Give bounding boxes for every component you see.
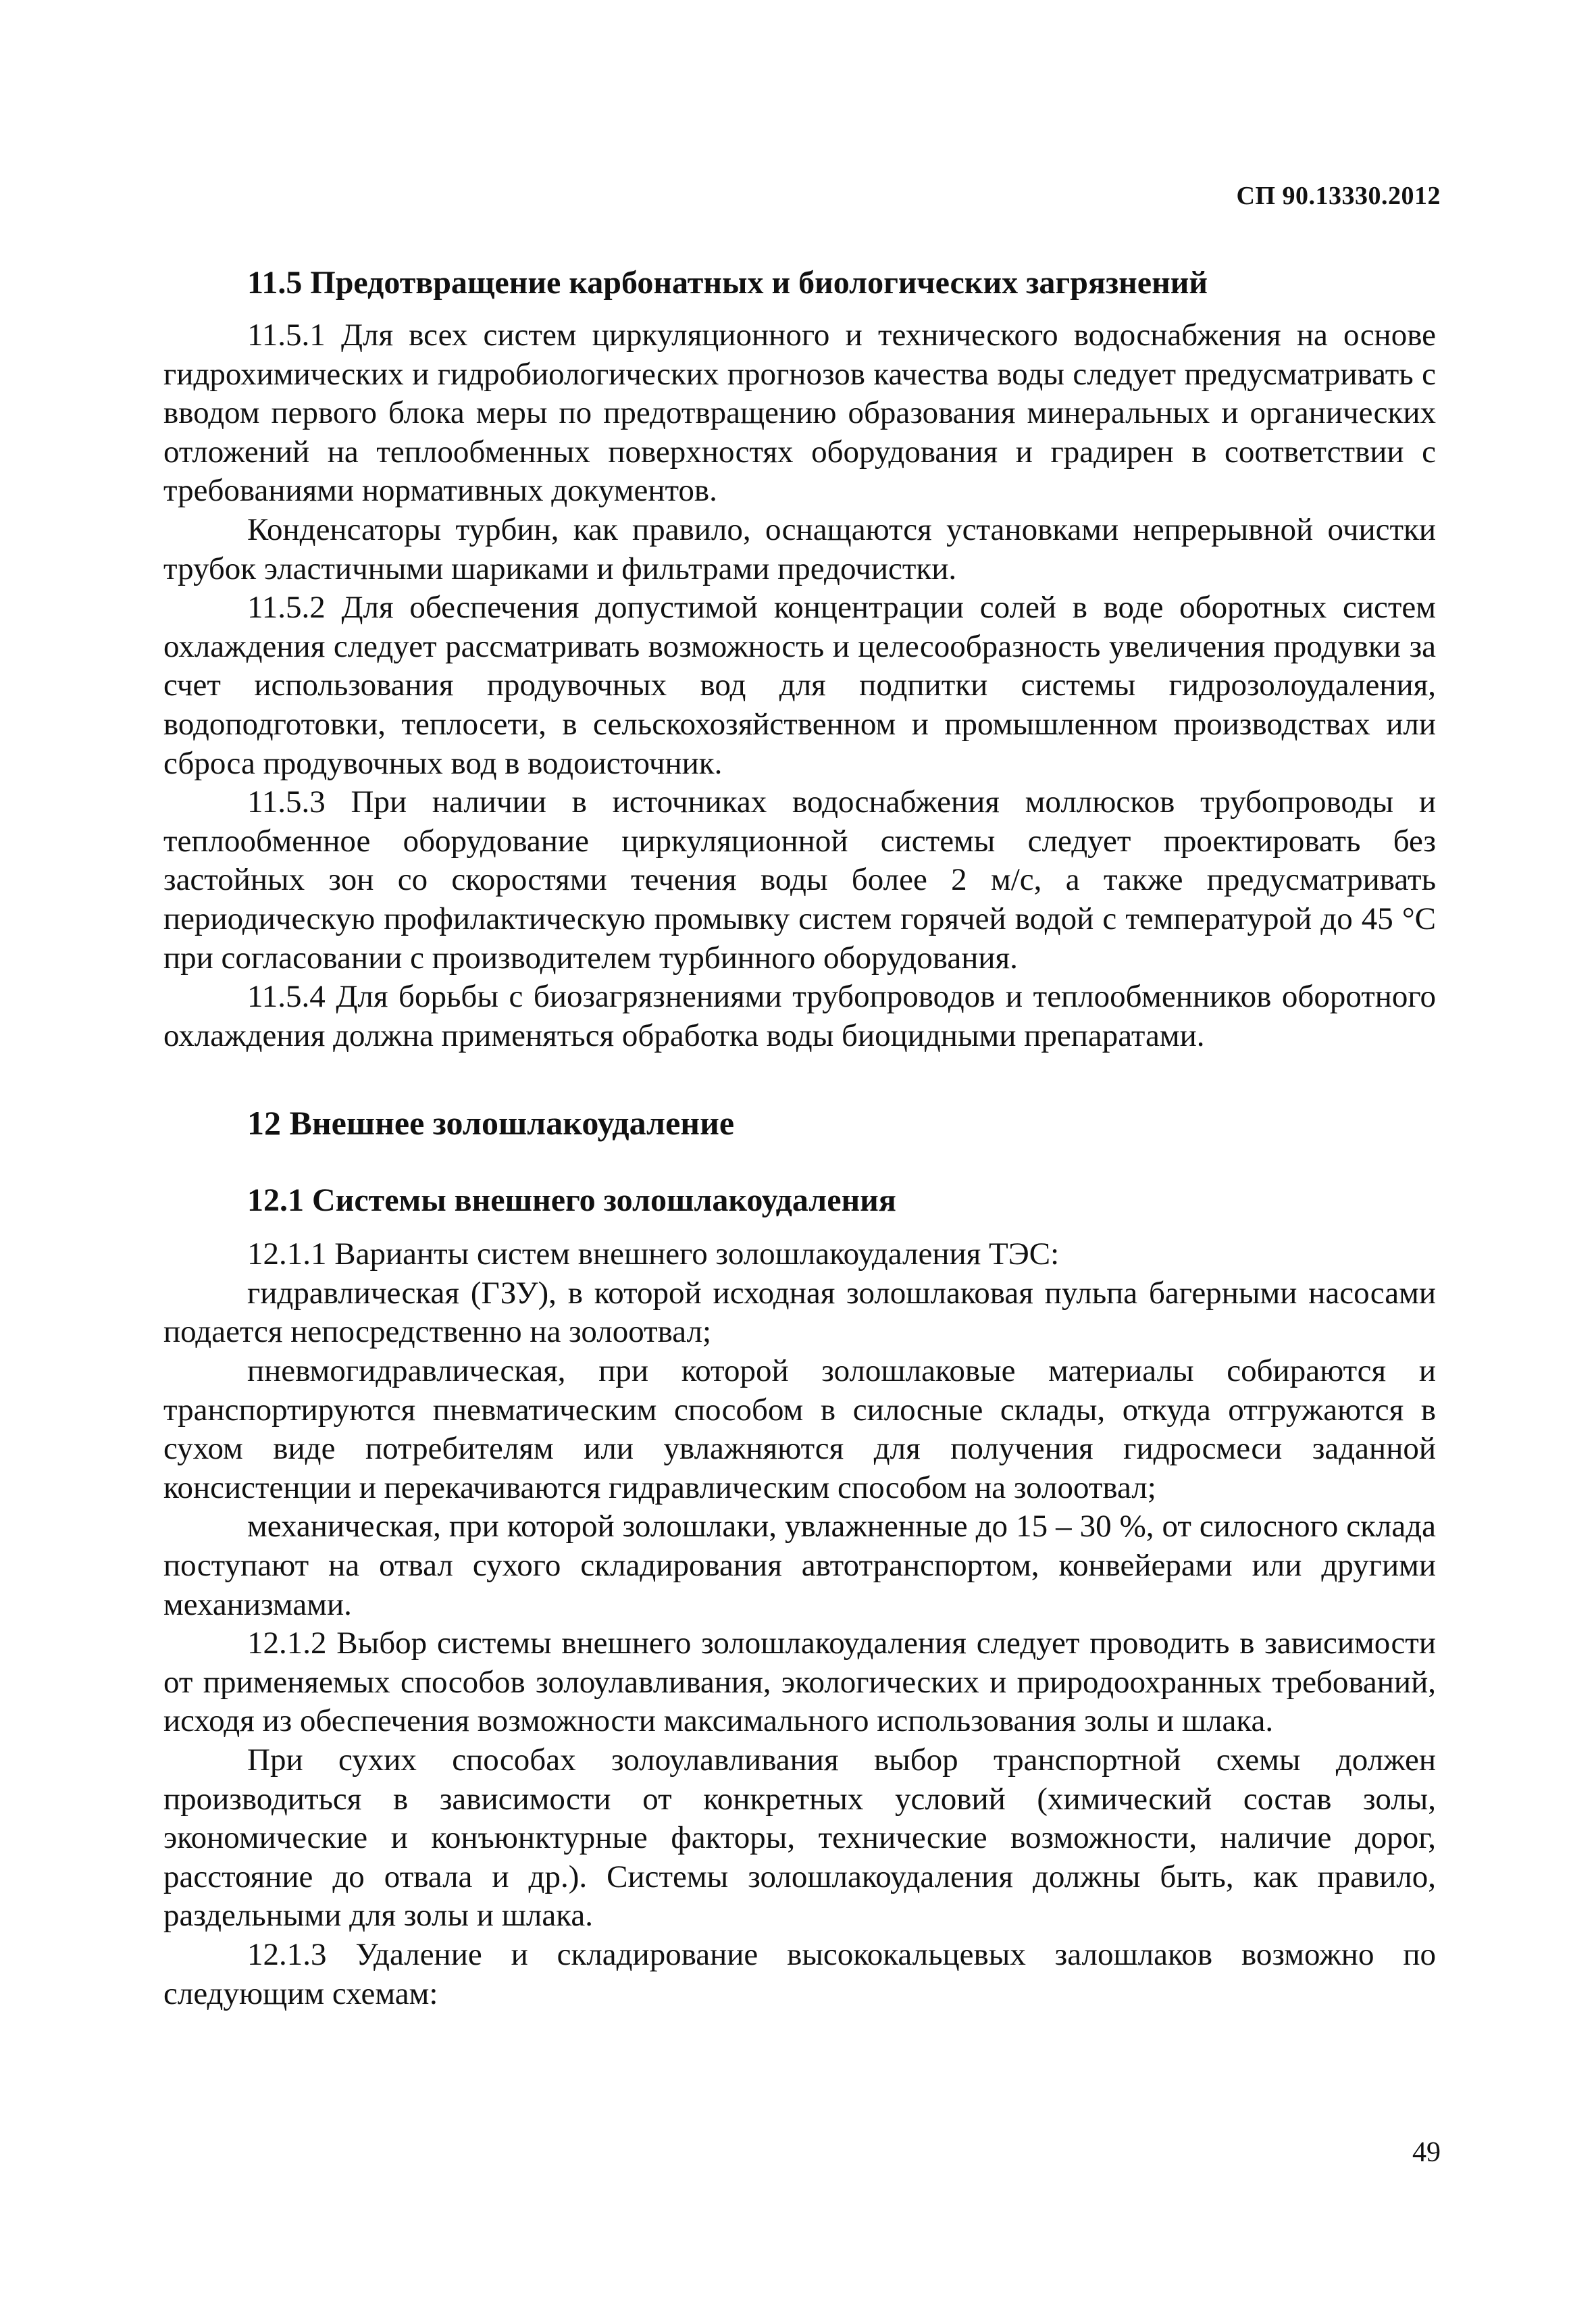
paragraph-11-5-4: 11.5.4 Для борьбы с биозагрязнениями трубопроводов и теплообменников оборотного охлаждения должна применяться обработка воды биоцидными препаратами. — [163, 979, 1436, 1053]
paragraph-12-1-1: 12.1.1 Варианты систем внешнего золошлакоудаления ТЭС: — [247, 1236, 1060, 1272]
paragraph-11-5-2: 11.5.2 Для обеспечения допустимой концентрации солей в воде оборотных систем охлаждения следует рассматривать возможность и целесообразность увеличения продувки за счет использования продувочных вод для подпитки системы гидрозолоудаления, водоподготовки, теплосети, в сельскохозяйственном и промышленном производствах или сброса продувочных вод в водоисточник. — [163, 590, 1436, 781]
paragraph-pneumohydraulic: пневмогидравлическая, при которой золошлаковые материалы собираются и транспортируются пневматическим способом в силосные склады, откуда отгружаются в сухом виде потребителям или увлажняются для получения гидросмеси заданной консистенции и перекачиваются гидравлическим способом на золоотвал; — [163, 1353, 1436, 1505]
section-12-1-heading: 12.1 Системы внешнего золошлакоудаления — [247, 1182, 896, 1219]
paragraph-11-5-3: 11.5.3 При наличии в источниках водоснабжения моллюсков трубопроводы и теплообменное оборудование циркуляционной системы следует проектировать без застойных зон со скоростями течения воды более 2 м/с, а также предусматривать периодическую профилактическую промывку систем горячей водой с температурой до 45 °С при согласовании с производителем турбинного оборудования. — [163, 784, 1436, 976]
paragraph-12-1-2: 12.1.2 Выбор системы внешнего золошлакоудаления следует проводить в зависимости от применяемых способов золоулавливания, экологических и природоохранных требований, исходя из обеспечения возможности максимального использования золы и шлака. — [163, 1626, 1436, 1739]
paragraph-11-5-1: 11.5.1 Для всех систем циркуляционного и технического водоснабжения на основе гидрохимических и гидробиологических прогнозов качества воды следует предусматривать с вводом первого блока меры по предотвращению образования минеральных и органических отложений на теплообменных поверхностях оборудования и градирен в соответствии с требованиями нормативных документов. — [163, 318, 1436, 509]
document-code: СП 90.13330.2012 — [1236, 182, 1441, 210]
section-11-5-heading: 11.5 Предотвращение карбонатных и биологических загрязнений — [247, 265, 1208, 301]
paragraph-hydraulic: гидравлическая (ГЗУ), в которой исходная золошлаковая пульпа багерными насосами подается непосредственно на золоотвал; — [163, 1275, 1436, 1350]
paragraph-dry-methods: При сухих способах золоулавливания выбор транспортной схемы должен производиться в зависимости от конкретных условий (химический состав золы, экономические и конъюнктурные факторы, технические возможности, наличие дорог, расстояние до отвала и др.). Системы золошлакоудаления должны быть, как правило, раздельными для золы и шлака. — [163, 1742, 1436, 1934]
paragraph-mechanical: механическая, при которой золошлаки, увлажненные до 15 – 30 %, от силосного склада поступают на отвал сухого складирования автотранспортом, конвейерами или другими механизмами. — [163, 1509, 1436, 1622]
page-content — [163, 263, 1436, 2013]
chapter-12-heading: 12 Внешнее золошлакоудаление — [247, 1104, 735, 1142]
page-number: 49 — [1412, 2137, 1441, 2168]
paragraph-12-1-3: 12.1.3 Удаление и складирование высококальцевых залошлаков возможно по следующим схемам: — [163, 1936, 1436, 2011]
paragraph-condensers: Конденсаторы турбин, как правило, оснащаются установками непрерывной очистки трубок эластичными шариками и фильтрами предочистки. — [163, 511, 1436, 586]
